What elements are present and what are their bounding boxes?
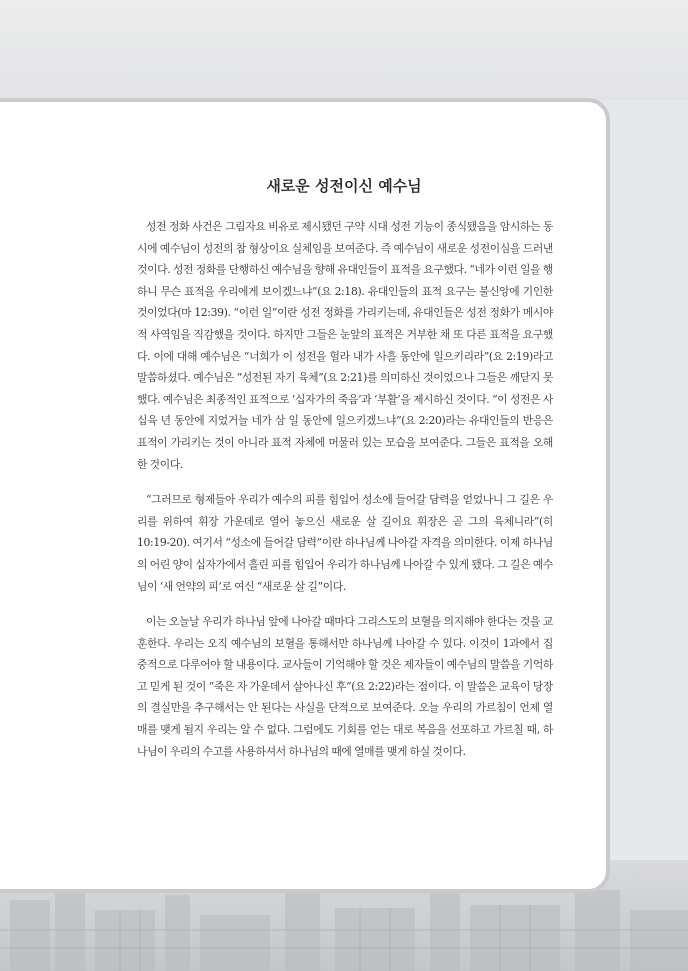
paragraph-3: 이는 오늘날 우리가 하나님 앞에 나아갈 때마다 그리스도의 보혈을 의지해야 한다는 것을 교훈한다. 우리는 오직 예수님의 보혈을 통해서만 하나님께 나아갈 수 있다. 이것이 1과에서 집중적으로 다루어야 할 내용이다. 교사들이 기억해야 할 것은 제자들이 예수님의 말씀을 기억하고 믿게 된 것이 “죽은 자 가운데서 살아나신 후”(요 2:22)라는 점이다. 이 말씀은 교육이 당장의 결실만을 추구해서는 안 된다는 사실을 단적으로 보여준다. 오늘 우리의 가르침이 언제 열매를 맺게 될지 우리는 알 수 없다. 그럼에도 기회를 얻는 대로 복음을 선포하고 가르칠 때, 하나님이 우리의 수고를 사용하셔서 하나님의 때에 열매를 맺게 하실 것이다. <box>137 615 553 758</box>
article-body <box>137 216 553 776</box>
paragraph-1: 성전 정화 사건은 그림자요 비유로 제시됐던 구약 시대 성전 기능이 종식됐음을 암시하는 동시에 예수님이 성전의 참 형상이요 실체임을 보여준다. 즉 예수님이 새로운 성전이심을 드러낸 것이다. 성전 정화를 단행하신 예수님을 향해 유대인들이 표적을 요구했다. “네가 이런 일을 행하니 무슨 표적을 우리에게 보이겠느냐”(요 2:18). 유대인들의 표적 요구는 불신앙에 기인한 것이었다(마 12:39). “이런 일”이란 성전 정화를 가리키는데, 유대인들은 성전 정화가 메시야적 사역임을 직감했을 것이다. 하지만 그들은 눈앞의 표적은 거부한 채 또 다른 표적을 요구했다. 이에 대해 예수님은 “너희가 이 성전을 헐라 내가 사흘 동안에 일으키리라”(요 2:19)라고 말씀하셨다. 예수님은 “성전된 자기 육체”(요 2:21)를 의미하신 것이었으나 그들은 깨닫지 못했다. 예수님은 최종적인 표적으로 ‘십자가의 죽음’과 ‘부활’을 제시하신 것이다. “이 성전은 사십육 년 동안에 지었거늘 네가 삼 일 동안에 일으키겠느냐”(요 2:20)라는 유대인들의 반응은 표적이 가리키는 것이 아니라 표적 자체에 머물러 있는 모습을 보여준다. 그들은 표적을 오해한 것이다. <box>137 220 553 471</box>
top-background <box>0 0 688 100</box>
page-title: 새로운 성전이신 예수님 <box>266 177 422 195</box>
paragraph-2: “그러므로 형제들아 우리가 예수의 피를 힘입어 성소에 들어갈 담력을 얻었나니 그 길은 우리를 위하여 휘장 가운데로 열어 놓으신 새로운 살 길이요 휘장은 곧 그의 육체니라”(히 10:19-20). 여기서 “성소에 들어갈 담력”이란 하나님께 나아갈 자격을 의미한다. 이제 하나님의 어린 양이 십자가에서 흘린 피를 힘입어 우리가 하나님께 나아갈 수 있게 됐다. 그 길은 예수님이 ‘새 언약의 피’로 여신 “새로운 살 길”이다. <box>137 493 553 593</box>
